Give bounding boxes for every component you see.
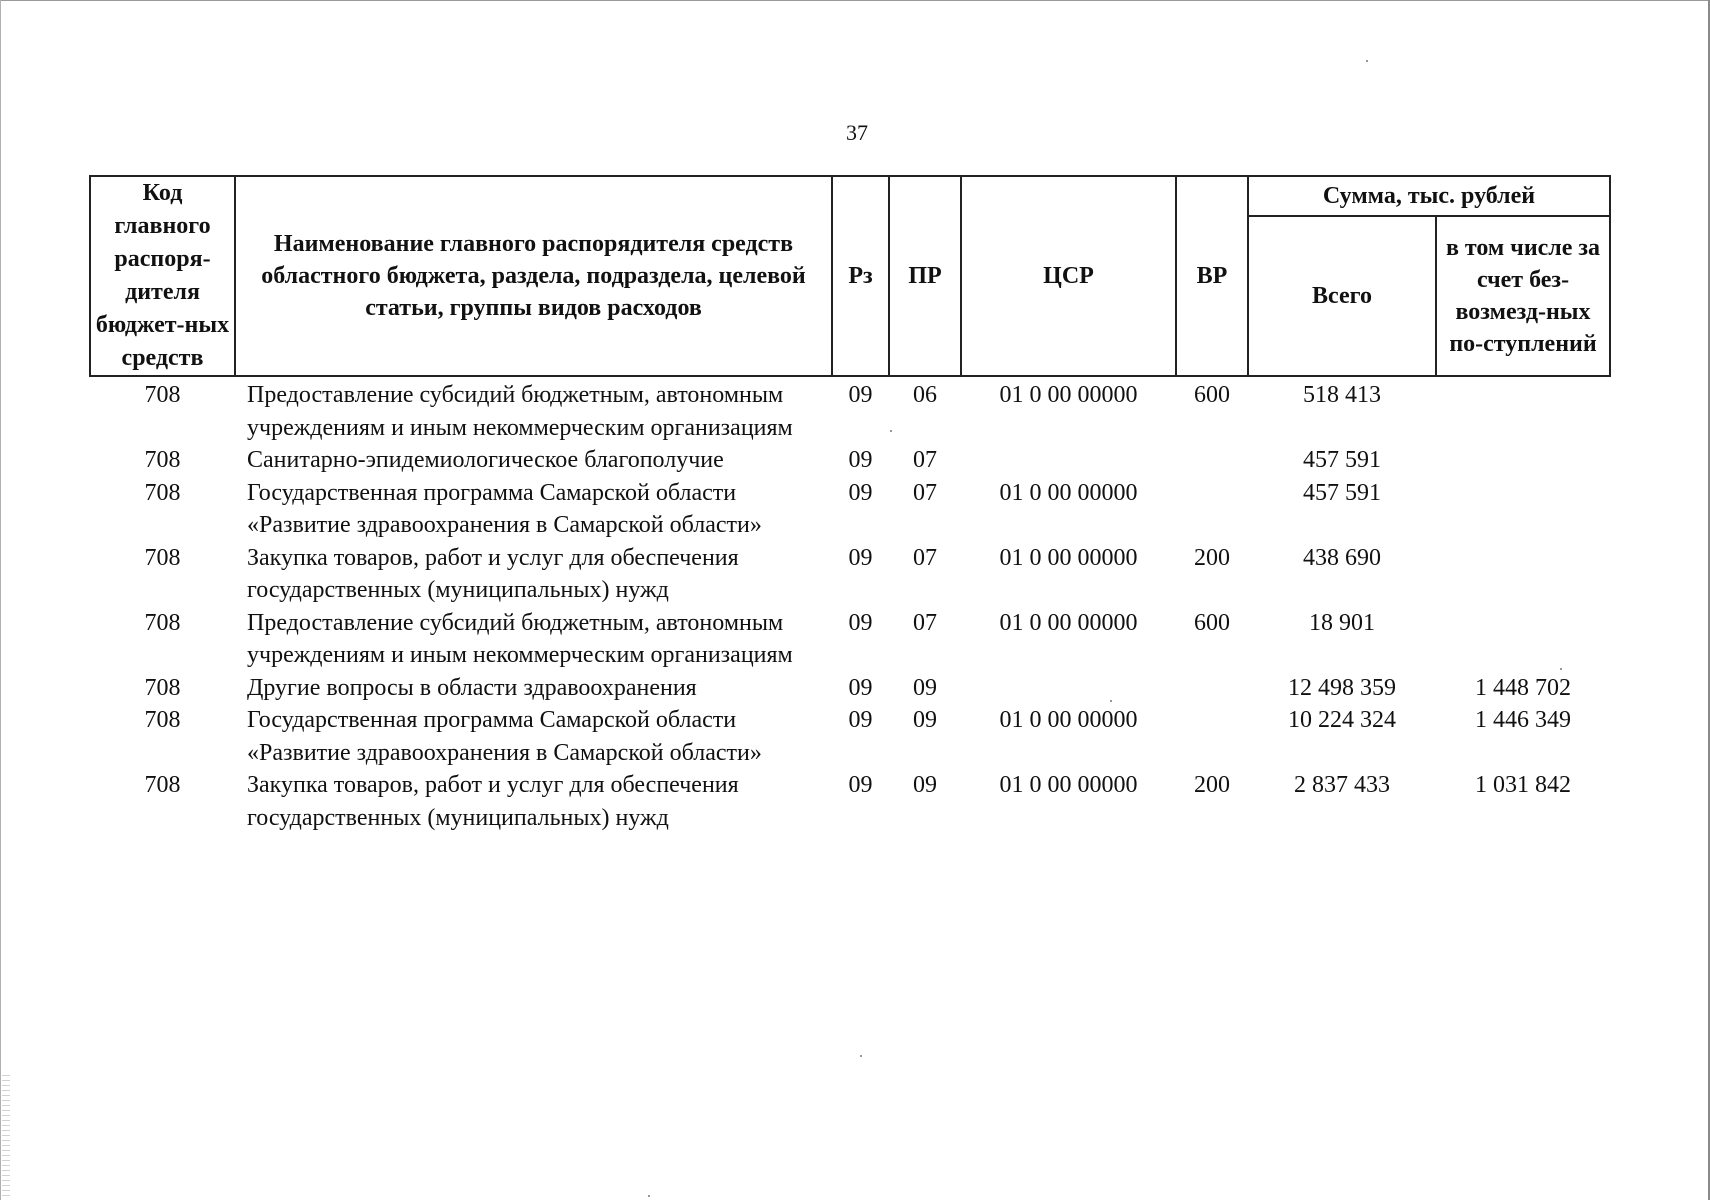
- cell-pr: 07: [913, 544, 937, 571]
- cell-pr: 09: [913, 674, 937, 701]
- cell-rz: 09: [848, 772, 873, 798]
- cell-pr: 09: [913, 772, 937, 798]
- cell-free: 1 031 842: [1475, 772, 1571, 798]
- header-total: Всего: [1248, 216, 1436, 376]
- cell-total: 12 498 359: [1288, 674, 1396, 701]
- cell-total: 457 591: [1303, 479, 1381, 506]
- table-row: [90, 607, 1610, 672]
- table-row: [90, 542, 1610, 607]
- budget-table: [89, 175, 1611, 834]
- cell-vr: [1176, 444, 1248, 477]
- cell-code: 708: [144, 609, 181, 636]
- cell-csr: 01 0 00 00000: [999, 772, 1138, 798]
- header-rz: Рз: [832, 176, 889, 376]
- cell-code: 708: [144, 772, 181, 798]
- cell-total: 518 413: [1303, 382, 1381, 408]
- cell-total: 438 690: [1303, 544, 1381, 571]
- scan-speck: [1366, 60, 1368, 62]
- scan-speck: [1560, 668, 1562, 670]
- cell-vr: 200: [1194, 772, 1230, 798]
- cell-free: [1436, 477, 1610, 542]
- cell-free: 1 446 349: [1475, 707, 1571, 733]
- cell-free: 1 448 702: [1475, 674, 1571, 701]
- table-row: [90, 376, 1610, 444]
- cell-code: 708: [144, 674, 181, 701]
- table-row: [90, 444, 1610, 477]
- cell-free: [1436, 542, 1610, 607]
- cell-vr: [1176, 672, 1248, 705]
- cell-rz: 09: [848, 544, 873, 571]
- header-free: в том числе за счет без-возмезд-ных по-ступлений: [1436, 216, 1610, 376]
- cell-pr: 07: [913, 447, 937, 473]
- cell-total: 457 591: [1303, 447, 1381, 473]
- cell-rz: 09: [848, 707, 873, 733]
- cell-rz: 09: [848, 609, 873, 636]
- table-row: [90, 672, 1610, 705]
- table-row: [90, 769, 1610, 834]
- cell-rz: 09: [848, 674, 873, 701]
- cell-csr: 01 0 00 00000: [999, 479, 1138, 506]
- cell-vr: 600: [1194, 382, 1230, 408]
- cell-csr: 01 0 00 00000: [999, 707, 1138, 733]
- scan-margin-noise: [2, 1075, 10, 1200]
- cell-csr: [961, 672, 1176, 705]
- cell-rz: 09: [848, 447, 873, 473]
- table-row: [90, 477, 1610, 542]
- scan-speck: [1110, 700, 1112, 702]
- header-code: Код главного распоря-дителя бюджет-ных средств: [90, 176, 235, 376]
- cell-total: 2 837 433: [1294, 772, 1390, 798]
- cell-vr: [1176, 704, 1248, 769]
- cell-free: [1436, 607, 1610, 672]
- cell-rz: 09: [848, 382, 873, 408]
- cell-name: Государственная программа Самарской области «Развитие здравоохранения в Самарской области»: [247, 707, 762, 766]
- cell-code: 708: [144, 707, 181, 733]
- cell-name: Санитарно-эпидемиологическое благополучие: [247, 447, 724, 473]
- cell-free: [1436, 376, 1610, 444]
- cell-vr: 200: [1194, 544, 1230, 571]
- cell-pr: 09: [913, 707, 937, 733]
- cell-total: 18 901: [1309, 609, 1375, 636]
- cell-csr: 01 0 00 00000: [999, 609, 1138, 636]
- cell-name: Другие вопросы в области здравоохранения: [247, 674, 697, 701]
- cell-vr: 600: [1194, 609, 1230, 636]
- cell-pr: 06: [913, 382, 937, 408]
- cell-vr: [1176, 477, 1248, 542]
- cell-pr: 07: [913, 479, 937, 506]
- header-csr: ЦСР: [961, 176, 1176, 376]
- cell-name: Закупка товаров, работ и услуг для обеспечения государственных (муниципальных) нужд: [247, 544, 739, 603]
- header-name: Наименование главного распорядителя средств областного бюджета, раздела, подраздела, целевой статьи, группы видов расходов: [235, 176, 832, 376]
- cell-total: 10 224 324: [1288, 707, 1396, 733]
- cell-code: 708: [144, 479, 181, 506]
- page-number: 37: [846, 120, 868, 145]
- cell-code: 708: [144, 544, 181, 571]
- cell-csr: 01 0 00 00000: [999, 544, 1138, 571]
- cell-name: Закупка товаров, работ и услуг для обеспечения государственных (муниципальных) нужд: [247, 772, 739, 831]
- table-row: [90, 704, 1610, 769]
- header-pr: ПР: [889, 176, 961, 376]
- cell-csr: 01 0 00 00000: [999, 382, 1138, 408]
- scan-border-left: [0, 0, 1, 1200]
- cell-name: Предоставление субсидий бюджетным, автономным учреждениям и иным некоммерческим организациям: [247, 382, 793, 441]
- header-sum-group: Сумма, тыс. рублей: [1248, 176, 1610, 216]
- cell-code: 708: [144, 447, 181, 473]
- cell-name: Предоставление субсидий бюджетным, автономным учреждениям и иным некоммерческим организациям: [247, 609, 793, 668]
- table-body: [90, 376, 1610, 834]
- cell-free: [1436, 444, 1610, 477]
- scan-speck: [890, 430, 892, 432]
- cell-name: Государственная программа Самарской области «Развитие здравоохранения в Самарской области»: [247, 479, 762, 538]
- header-vr: ВР: [1176, 176, 1248, 376]
- scan-border-top: [0, 0, 1710, 1]
- scan-speck: [860, 1055, 862, 1057]
- cell-pr: 07: [913, 609, 937, 636]
- cell-csr: [961, 444, 1176, 477]
- cell-code: 708: [144, 382, 181, 408]
- scan-speck: [648, 1195, 650, 1197]
- cell-rz: 09: [848, 479, 873, 506]
- table-header: [90, 176, 1610, 376]
- header-row-top: [90, 176, 1610, 216]
